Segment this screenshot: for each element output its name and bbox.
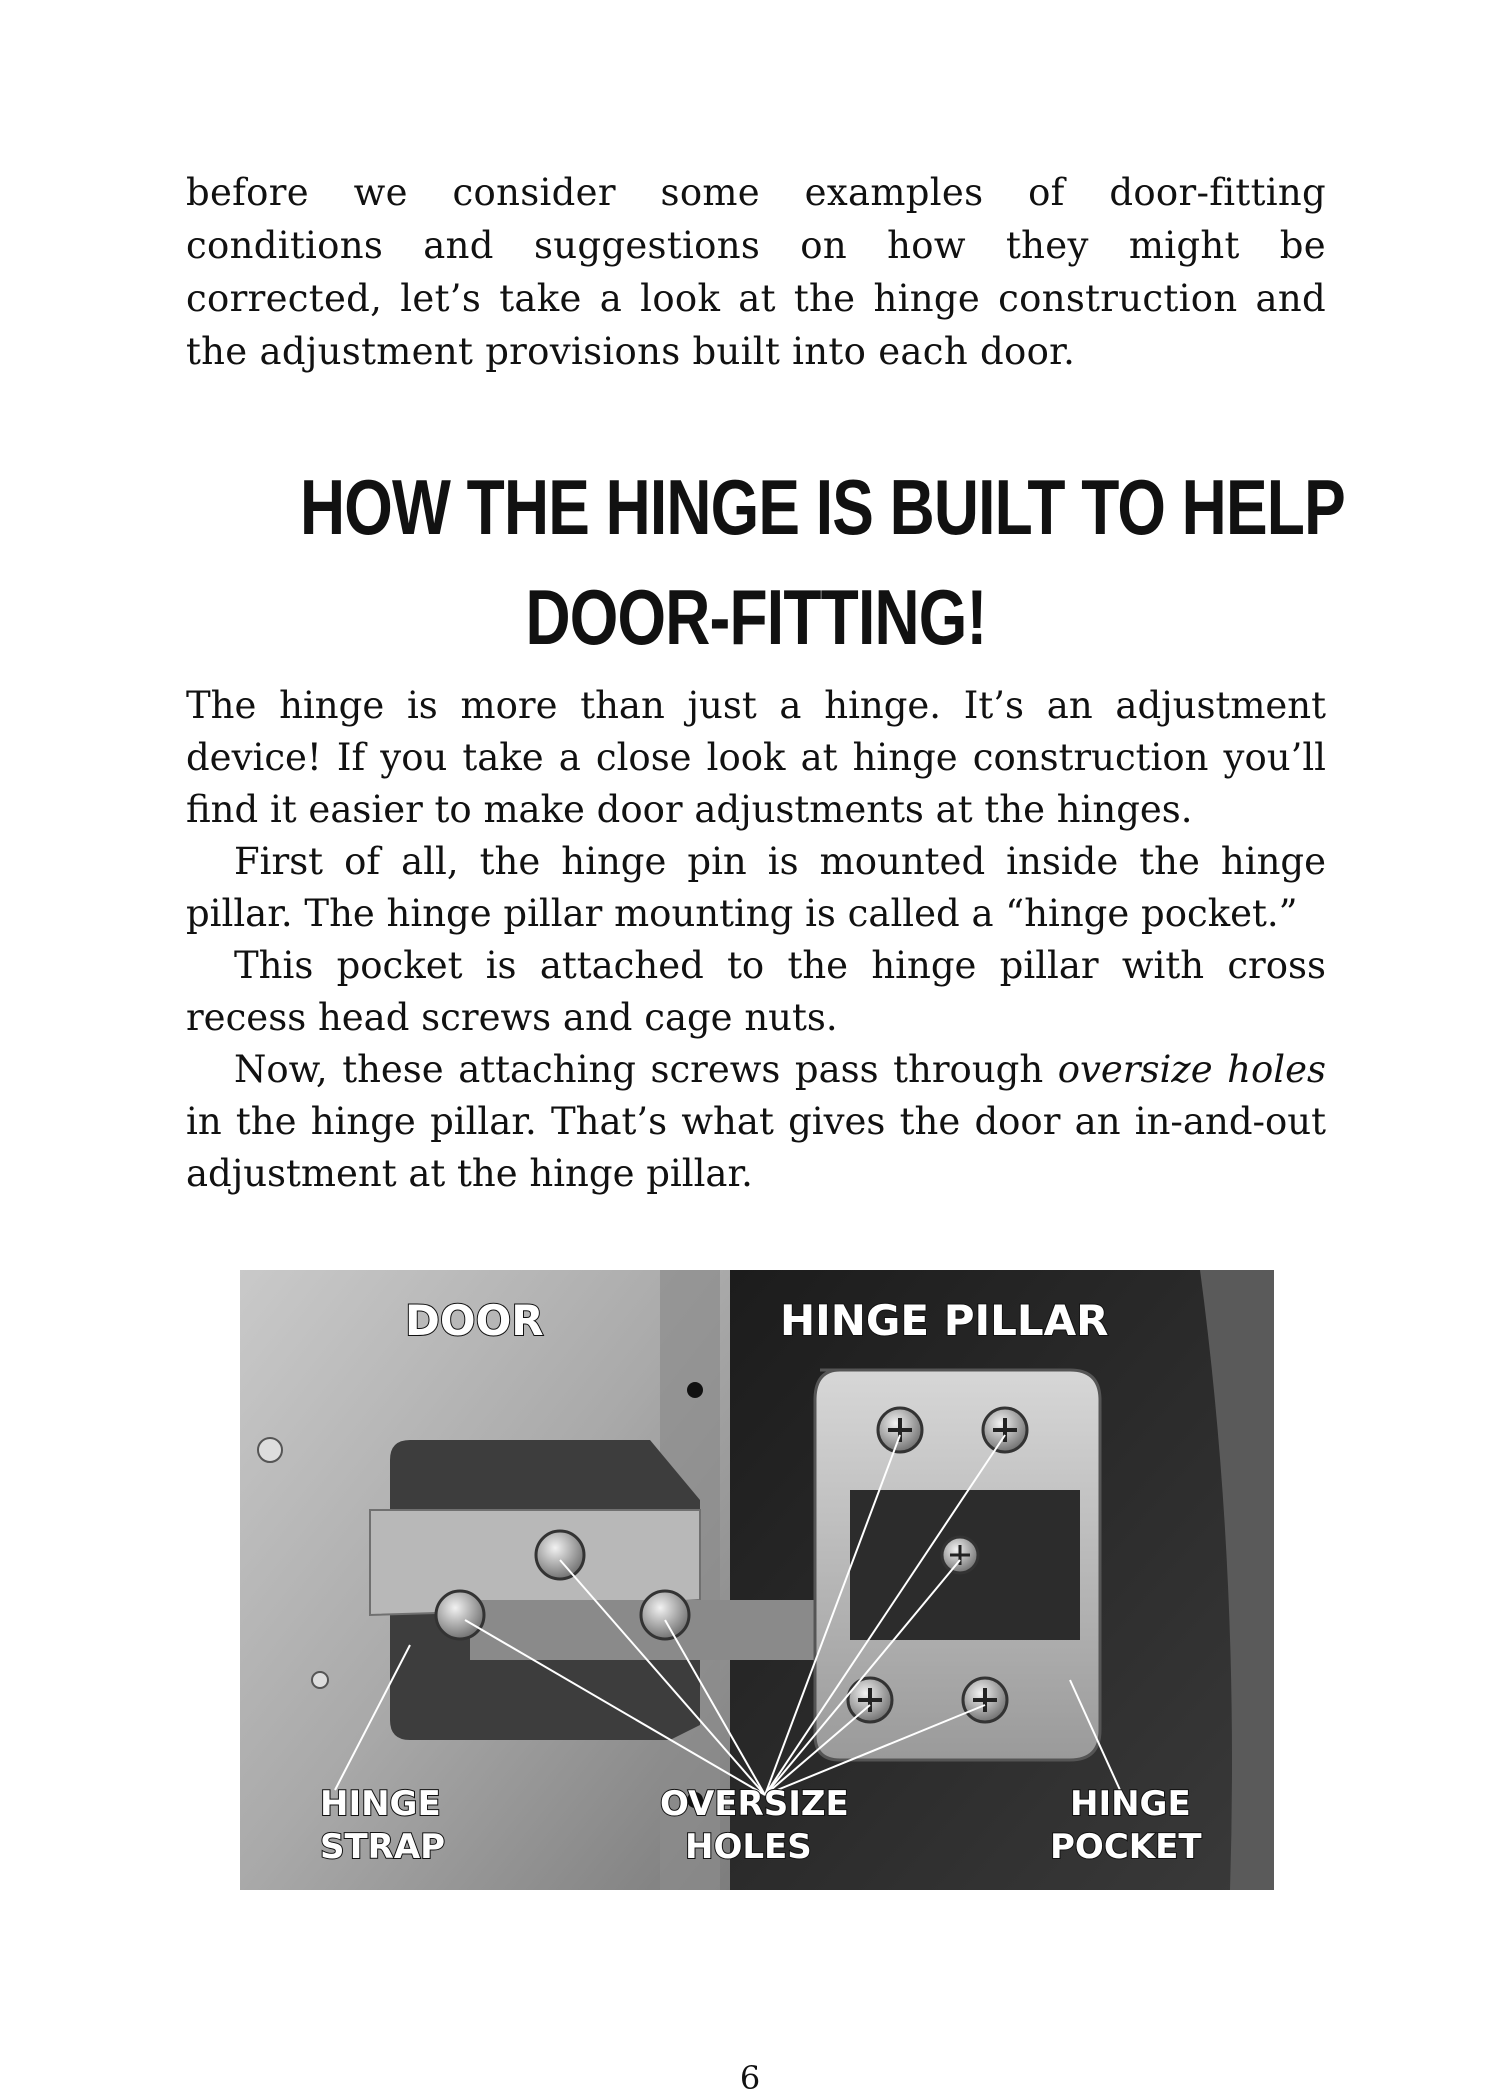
strap-bolt-center [536,1531,584,1579]
section-heading [300,452,1345,672]
section-heading-line-1: HOW THE HINGE IS BUILT TO HELP [300,463,1345,551]
photo-label-hinge-pillar: HINGE PILLAR [780,1296,1109,1345]
hinge-photo [240,1270,1274,1890]
door-rivet-lower [312,1672,328,1688]
paragraph-attachment: This pocket is attached to the hinge pillar with cross recess head screws and cage nuts. [186,944,1326,1039]
page-number: 6 [739,2059,761,2097]
body-text [186,680,1326,1200]
hinge-photo-illustration [240,1270,1274,1890]
section-heading-line-2: DOOR-FITTING! [525,573,987,661]
door-dot-upper [687,1382,703,1398]
photo-label-hinge-pocket-line-2: POCKET [1050,1827,1202,1867]
photo-label-hinge-strap-line-2: STRAP [320,1827,446,1867]
intro-paragraph: before we consider some examples of door-fitting conditions and suggestions on how they might be corrected, let’s take a look at the hinge construction and the adjustment provisions built into each door. [186,171,1326,373]
paragraph-oversize-holes-emphasis: oversize holes [1057,1048,1326,1091]
photo-label-oversize-holes-line-1: OVERSIZE [660,1784,849,1824]
paragraph-oversize-holes [186,1044,1326,1200]
photo-label-hinge-pocket-line-1: HINGE [1070,1784,1191,1824]
photo-label-door: DOOR [405,1296,544,1345]
strap-bolt-left [436,1591,484,1639]
photo-label-hinge-strap-line-1: HINGE [320,1784,441,1824]
paragraph-oversize-holes-start: Now, these attaching screws pass through [234,1048,1058,1091]
paragraph-oversize-holes-end: in the hinge pillar. That’s what gives the door an in-and-out adjustment at the hinge pillar. [186,1100,1326,1195]
paragraph-hinge-pocket: First of all, the hinge pin is mounted inside the hinge pillar. The hinge pillar mounting is called a “hinge pocket.” [186,840,1326,935]
photo-label-oversize-holes-line-2: HOLES [685,1827,812,1867]
strap-bolt-right [641,1591,689,1639]
door-rivet [258,1438,282,1462]
paragraph-hinge-device: The hinge is more than just a hinge. It’s an adjustment device! If you take a close look at hinge construction you’ll find it easier to make door adjustments at the hinges. [186,684,1326,831]
